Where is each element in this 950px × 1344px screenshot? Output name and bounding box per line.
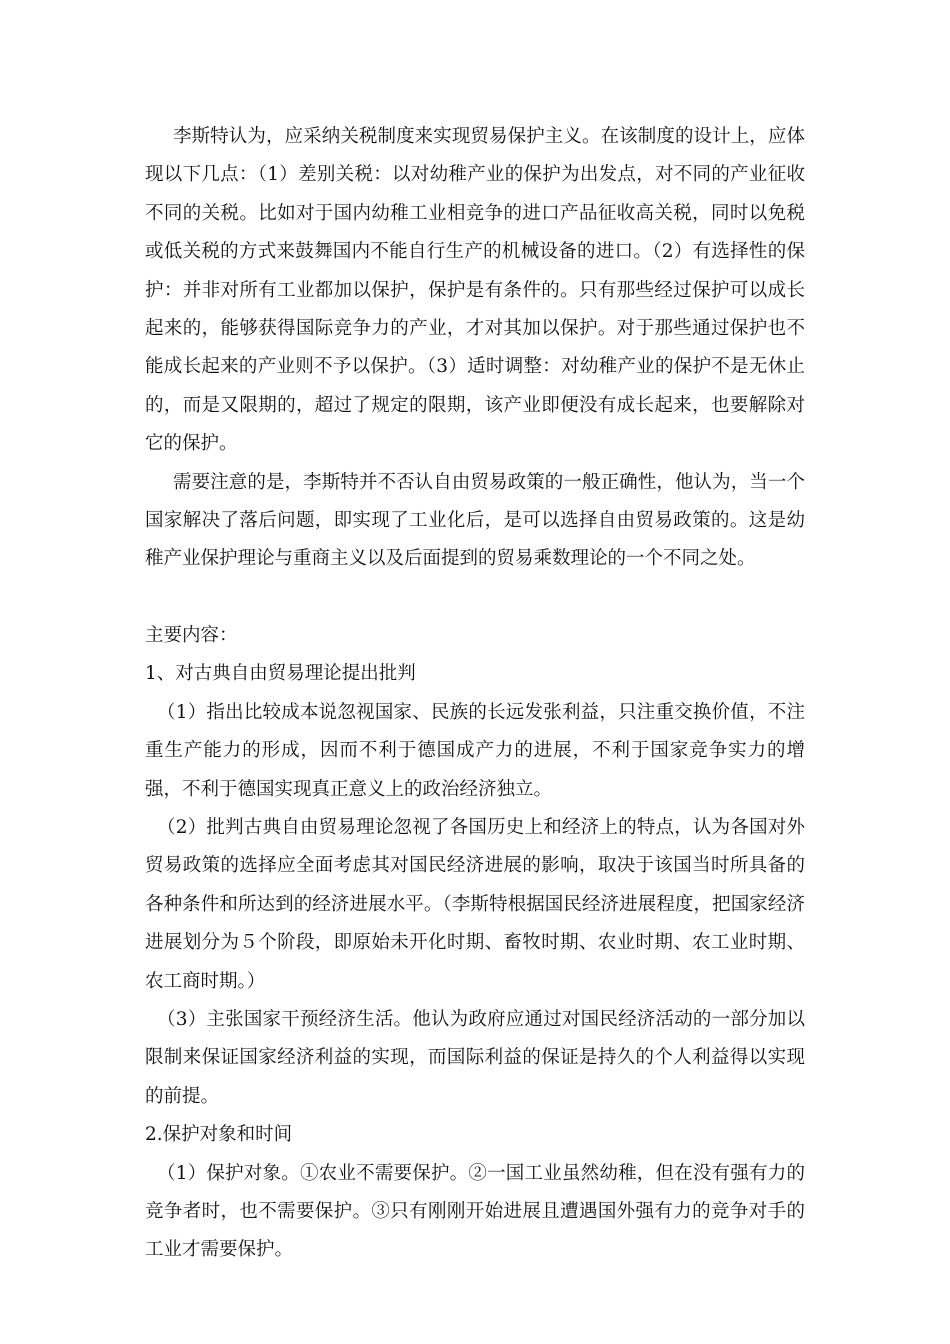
section-1-item-3: （3）主张国家干预经济生活。他认为政府应通过对国民经济活动的一部分加以限制来保证国家经济利益的实现，而国际利益的保证是持久的个人利益得以实现的前提。 <box>145 1008 805 1107</box>
document-body <box>145 118 805 1270</box>
section-1-item-1: （1）指出比较成本说忽视国家、民族的长远发张利益，只注重交换价值，不注重生产能力的形成，因而不利于德国成产力的进展，不利于国家竞争实力的增强，不利于德国实现真正意义上的政治经济独立。 <box>145 701 805 800</box>
section-2-title: 2.保护对象和时间 <box>145 1124 293 1146</box>
paragraph-free-trade-note: 需要注意的是，李斯特并不否认自由贸易政策的一般正确性，他认为，当一个国家解决了落后问题，即实现了工业化后，是可以选择自由贸易政策的。这是幼稚产业保护理论与重商主义以及后面提到的贸易乘数理论的一个不同之处。 <box>145 471 805 570</box>
section-1-title: 1、对古典自由贸易理论提出批判 <box>145 663 416 685</box>
section-2-item-1: （1）保护对象。①农业不需要保护。②一国工业虽然幼稚，但在没有强有力的竞争者时，也不需要保护。③只有刚刚开始进展且遭遇国外强有力的竞争对手的工业才需要保护。 <box>145 1162 805 1261</box>
section-1-item-2: （2）批判古典自由贸易理论忽视了各国历史上和经济上的特点，认为各国对外贸易政策的选择应全面考虑其对国民经济进展的影响，取决于该国当时所具备的各种条件和所达到的经济进展水平。（李斯特根据国民经济进展程度，把国家经济进展划分为５个阶段，即原始未开化时期、畜牧时期、农业时期、农工业时期、农工商时期。） <box>145 816 805 992</box>
paragraph-gap <box>145 579 805 617</box>
paragraph-tariff-system: 李斯特认为，应采纳关税制度来实现贸易保护主义。在该制度的设计上，应体现以下几点：（1）差别关税：以对幼稚产业的保护为出发点，对不同的产业征收不同的关税。比如对于国内幼稚工业相竞争的进口产品征收高关税，同时以免税或低关税的方式来鼓舞国内不能自行生产的机械设备的进口。（2）有选择性的保护：并非对所有工业都加以保护，保护是有条件的。只有那些经过保护可以成长起来的，能够获得国际竞争力的产业，才对其加以保护。对于那些通过保护也不能成长起来的产业则不予以保护。（3）适时调整：对幼稚产业的保护不是无休止的，而是又限期的，超过了规定的限期，该产业即便没有成长起来，也要解除对它的保护。 <box>145 126 805 455</box>
main-content-heading: 主要内容： <box>145 624 238 646</box>
